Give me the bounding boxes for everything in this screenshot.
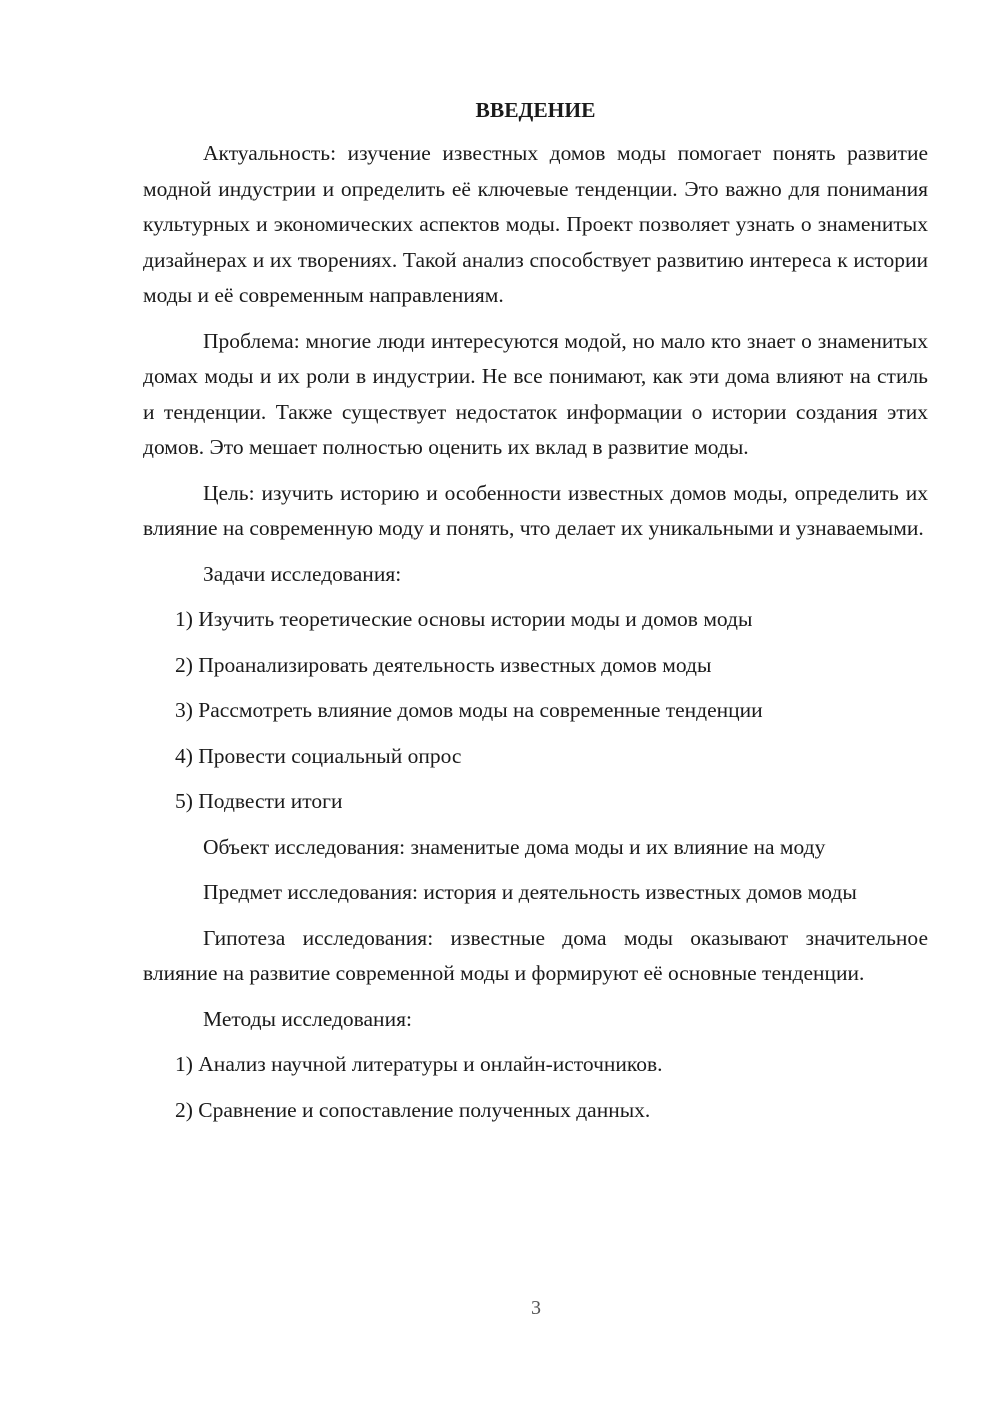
page-number: 3 bbox=[531, 1297, 541, 1319]
document-page bbox=[143, 92, 928, 1138]
tasks-heading: Задачи исследования: bbox=[203, 561, 402, 586]
list-item: 4) Провести социальный опрос bbox=[175, 743, 462, 768]
list-item: 5) Подвести итоги bbox=[175, 789, 343, 813]
list-item: 1) Анализ научной литературы и онлайн-источников. bbox=[175, 1052, 663, 1076]
list-item: 3) Рассмотреть влияние домов моды на современные тенденции bbox=[175, 698, 763, 722]
goal-paragraph: Цель: изучить историю и особенности известных домов моды, определить их влияние на современную моду и понять, что делает их уникальными и узнаваемыми. bbox=[143, 480, 928, 540]
subject-paragraph: Предмет исследования: история и деятельность известных домов моды bbox=[203, 880, 857, 904]
list-item: 2) Проанализировать деятельность известных домов моды bbox=[175, 652, 712, 677]
relevance-paragraph: Актуальность: изучение известных домов моды помогает понять развитие модной индустрии и определить её ключевые тенденции. Это важно для понимания культурных и экономических аспектов моды. Проект позволяет узнать о знаменитых дизайнерах и их творениях. Такой анализ способствует развитию интереса к истории моды и её современным направлениям. bbox=[143, 141, 928, 307]
list-item: 1) Изучить теоретические основы истории моды и домов моды bbox=[175, 607, 753, 631]
page-title: ВВЕДЕНИЕ bbox=[475, 98, 596, 122]
list-item: 2) Сравнение и сопоставление полученных данных. bbox=[175, 1097, 651, 1122]
hypothesis-paragraph: Гипотеза исследования: известные дома моды оказывают значительное влияние на развитие современной моды и формируют её основные тенденции. bbox=[143, 925, 928, 985]
methods-list bbox=[143, 1047, 928, 1128]
methods-heading: Методы исследования: bbox=[203, 1006, 412, 1031]
tasks-list bbox=[143, 602, 928, 820]
problem-paragraph: Проблема: многие люди интересуются модой, но мало кто знает о знаменитых домах моды и их роли в индустрии. Не все понимают, как эти дома влияют на стиль и тенденции. Также существует недостаток информации о истории создания этих домов. Это мешает полностью оценить их вклад в развитие моды. bbox=[143, 328, 928, 459]
object-paragraph: Объект исследования: знаменитые дома моды и их влияние на моду bbox=[203, 834, 826, 859]
